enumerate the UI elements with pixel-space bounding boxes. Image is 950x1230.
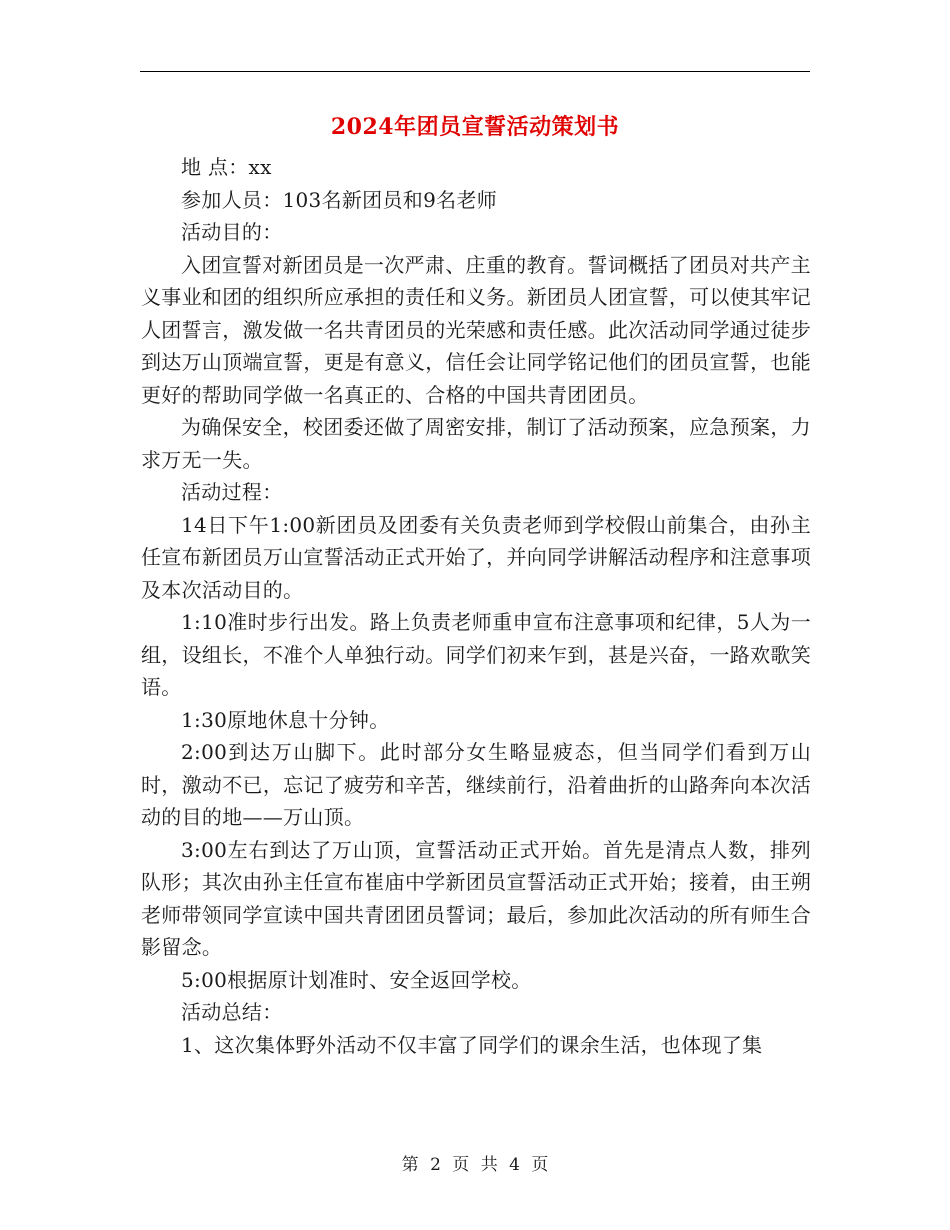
paragraph-mountain-foot: 2:00到达万山脚下。此时部分女生略显疲态，但当同学们看到万山时，激动不已，忘记了疲劳和辛苦，继续前行，沿着曲折的山路奔向本次活动的目的地——万山顶。 [141, 740, 811, 829]
header-rule [140, 71, 810, 72]
page-number-footer: 第 2 页 共 4 页 [401, 1155, 549, 1175]
section-heading-summary: 活动总结： [181, 1000, 283, 1024]
paragraph-summary-1: 1、这次集体野外活动不仅丰富了同学们的课余生活，也体现了集 [181, 1032, 763, 1057]
paragraph-purpose: 入团宣誓对新团员是一次严肃、庄重的教育。誓词概括了团员对共产主义事业和团的组织所应承担的责任和义务。新团员人团宣誓，可以使其牢记人团誓言，激发做一名共青团员的光荣感和责任感。此次活动同学通过徒步到达万山顶端宣誓，更是有意义，信任会让同学铭记他们的团员宣誓，也能更好的帮助同学做一名真正的、合格的中国共青团团员。 [141, 252, 811, 407]
paragraph-departure: 1:10准时步行出发。路上负责老师重申宣布注意事项和纪律，5人为一组，设组长，不准个人单独行动。同学们初来乍到，甚是兴奋，一路欢歌笑语。 [141, 610, 811, 699]
document-title: 2024年团员宣誓活动策划书 [330, 114, 620, 140]
location-line: 地 点：xx [181, 155, 272, 179]
section-heading-process: 活动过程： [181, 480, 283, 504]
paragraph-rest: 1:30原地休息十分钟。 [181, 707, 390, 732]
paragraph-return: 5:00根据原计划准时、安全返回学校。 [181, 967, 532, 992]
paragraph-safety: 为确保安全，校团委还做了周密安排，制订了活动预案，应急预案，力求万无一失。 [141, 415, 811, 472]
participants-line: 参加人员：103名新团员和9名老师 [181, 187, 497, 212]
section-heading-purpose: 活动目的： [181, 220, 283, 244]
paragraph-assembly: 14日下午1:00新团员及团委有关负责老师到学校假山前集合，由孙主任宣布新团员万山宣誓活动正式开始了，并向同学讲解活动程序和注意事项及本次活动目的。 [141, 512, 811, 602]
document-body [141, 151, 811, 1061]
paragraph-summit: 3:00左右到达了万山顶，宣誓活动正式开始。首先是清点人数，排列队形；其次由孙主任宣布崔庙中学新团员宣誓活动正式开始；接着，由王朔老师带领同学宣读中国共青团团员誓词；最后，参加此次活动的所有师生合影留念。 [141, 837, 811, 959]
